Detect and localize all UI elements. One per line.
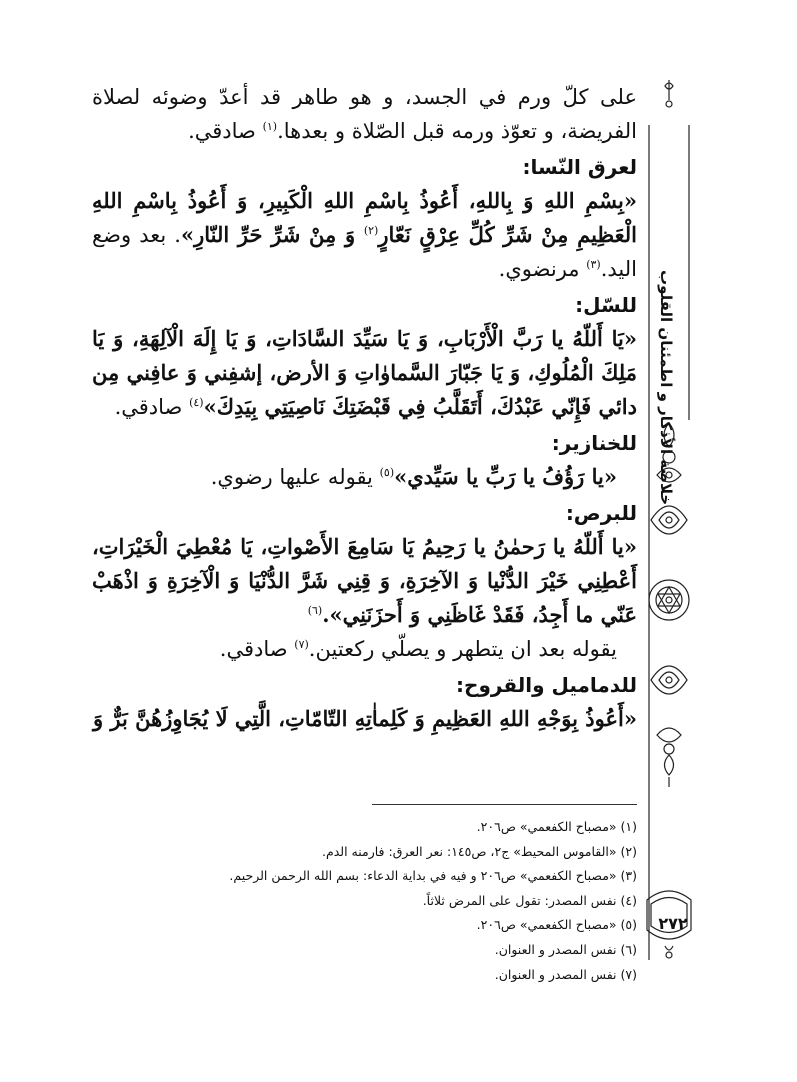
- section-heading: للدماميل والقروح:: [456, 673, 637, 697]
- dua-paragraph: «يا رَؤُفُ يا رَبِّ يا سَيِّدي»$^{(٥)}$ يقوله عليها رضوي.: [210, 464, 617, 489]
- footnote-ref: (٣): [586, 258, 601, 271]
- section-heading: للخنازير:: [551, 431, 637, 455]
- footnote-ref: (٧): [294, 638, 309, 651]
- dua-paragraph: «بِسْمِ اللهِ وَ بِاللهِ، أَعُوذُ بِاسْمِ اللهِ الْكَبِيرِ، وَ أَعُوذُ بِاسْمِ اللهِ الْعَظِيمِ مِنْ شَرِّ كُلِّ عِرْقٍ نَعّارٍ$^{(٢)}$ وَ مِنْ شَرِّ حَرِّ النّارِ». بعد وضع اليد.$^{(٣)}$ مرنضوي.: [92, 188, 637, 281]
- dua-paragraph: «يَا أَللّهُ يا رَبَّ الْأَرْبَابِ، وَ يَا سَيِّدَ السَّادَاتِ، وَ يَا إِلَهَ الْآلِهَةِ، وَ يَا مَلِكَ الْمُلُوكِ، وَ يَا جَبّارَ السَّماوٰاتِ وَ الأرض، إشفِني وَ عافِني مِن دائي فَإِنّي عَبْدُكَ، أَتَقَلَّبُ فِي قَبْضَتِكَ نَاصِيَتِي بِيَدِكَ»$^{(٤)}$ صادقي.: [92, 326, 637, 419]
- footnote-ref: (٦): [307, 604, 323, 617]
- footnotes-list: [92, 815, 637, 987]
- paragraph-instruction: يقوله بعد ان يتطهر و يصلّي ركعتين.$^{(٧)}$ صادقي.: [219, 637, 617, 661]
- footnote: (٦) نفس المصدر و العنوان.: [494, 941, 637, 957]
- footnote: (٧) نفس المصدر و العنوان.: [494, 966, 637, 982]
- section-heading: لعرق النّسا:: [522, 155, 637, 179]
- section-heading: للبرص:: [565, 501, 637, 525]
- footnote-ref: (٥): [379, 466, 395, 479]
- paragraph-intro: على كلّ ورم في الجسد، و هو طاهر قد أعدّ وضوئه لصلاة الفريضة، و تعوّذ ورمه قبل الصّلاة و بعدها.$^{(١)}$ صادقي.: [92, 85, 637, 143]
- footnote: (٤) نفس المصدر: تقول على المرض ثلاثاً.: [422, 892, 637, 908]
- footnote-divider: [372, 804, 637, 805]
- page-number: ٢٧٢: [658, 914, 688, 933]
- section-heading: للسّل:: [575, 293, 637, 317]
- footnote-ref: (٢): [363, 224, 379, 237]
- footnote-ref: (٤): [189, 396, 204, 409]
- footnote: (٥) «مصباح الكفعمي» ص٢٠٦.: [476, 917, 637, 933]
- dua-paragraph: «يا أَللّهُ يا رَحمٰنُ يا رَحِيمُ يَا سَامِعَ الأَصْواتِ، يَا مُعْطِيَ الْخَيْرَاتِ، أَعْطِنِي خَيْرَ الدُّنْيا وَ الآخِرَةِ، وَ قِنِي شَرَّ الدُّنْيَا وَ الْآخِرَةِ وَ اذْهَبْ عَنّي ما أَجِدُ، فَقَدْ غَاظَنِي وَ أَحزَنَنِي».$^{(٦)}$: [92, 534, 637, 627]
- footnote: (٢) «القاموس المحيط» ج٢، ص١٤٥: نعر العرق: فارمنه الدم.: [322, 843, 637, 859]
- footnote: (٣) «مصباح الكفعمي» ص٢٠٦ و فيه في بداية الدعاء: بسم الله الرحمن الرحيم.: [229, 868, 637, 884]
- page-content: [92, 80, 637, 736]
- footnote: (١) «مصباح الكفعمي» ص٢٠٦.: [476, 819, 637, 834]
- dua-paragraph: «أَعُوذُ بِوَجْهِ اللهِ العَظِيمِ وَ كَلِماٰتِهِ التّامّاتِ، الَّتِي لَا يُجَاوِزُهُنَّ بَرٌّ وَ: [92, 706, 637, 731]
- footnote-ref: (١): [262, 120, 278, 133]
- running-title: خلاصة الأذكار و اطمئنان القلوب: [657, 270, 675, 506]
